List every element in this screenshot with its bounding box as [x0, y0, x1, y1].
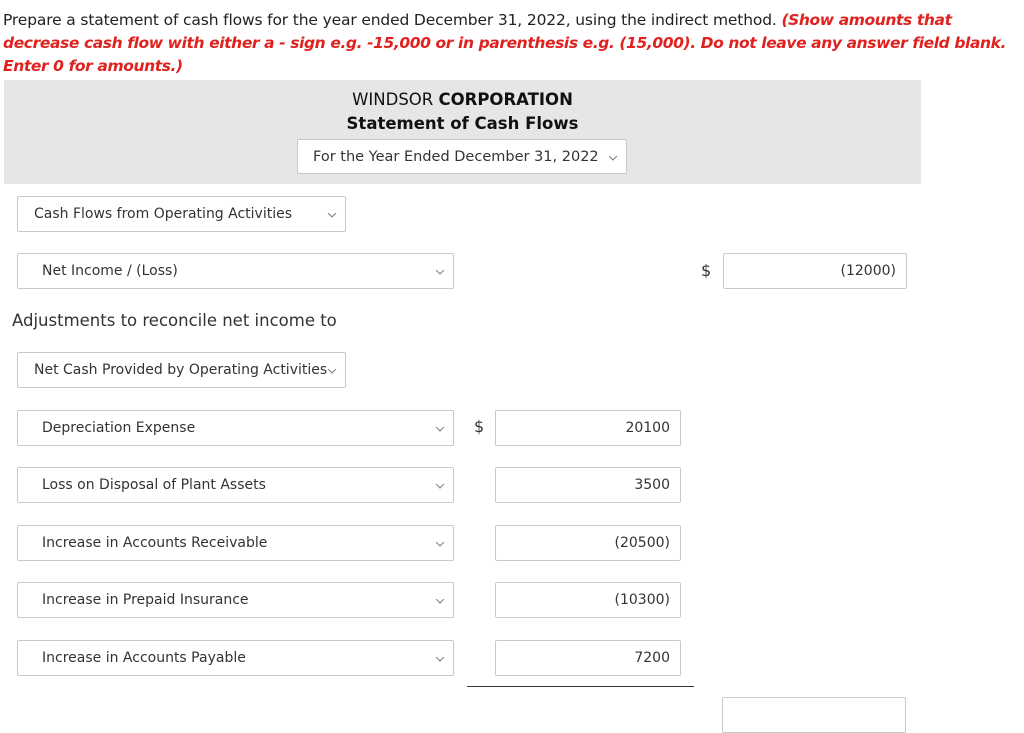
adjustment-label: Increase in Accounts Payable: [42, 650, 246, 666]
adjustment-amount-input[interactable]: 7200: [495, 640, 681, 676]
chevron-down-icon: [436, 538, 444, 546]
chevron-down-icon: [436, 480, 444, 488]
adjustment-select-accounts-receivable[interactable]: [17, 525, 454, 561]
adjustment-label: Increase in Prepaid Insurance: [42, 592, 249, 608]
dollar-sign: $: [701, 261, 712, 280]
net-cash-provided-select[interactable]: [17, 352, 346, 388]
subtotal-rule: [467, 686, 694, 687]
operating-activities-label: Cash Flows from Operating Activities: [34, 206, 293, 222]
adjustment-amount-input[interactable]: 20100: [495, 410, 681, 446]
adjustment-label: Increase in Accounts Receivable: [42, 535, 268, 551]
adjustment-select-depreciation[interactable]: [17, 410, 454, 446]
company-name-second: CORPORATION: [438, 90, 573, 109]
net-income-label: Net Income / (Loss): [42, 263, 178, 279]
chevron-down-icon: [328, 209, 336, 217]
chevron-down-icon: [328, 365, 336, 373]
period-select-label: For the Year Ended December 31, 2022: [313, 148, 599, 165]
adjustment-label: Loss on Disposal of Plant Assets: [42, 477, 266, 493]
chevron-down-icon: [436, 423, 444, 431]
adjustment-amount-input[interactable]: 3500: [495, 467, 681, 503]
dollar-sign: $: [474, 417, 485, 436]
chevron-down-icon: [436, 653, 444, 661]
total-adjustments-amount-input[interactable]: [722, 697, 906, 733]
instructions-emphasis: (Show amounts that decrease cash flow with either a - sign e.g. -15,000 or in parenthesis e.g. (15,000). Do not leave any answer field blank. Enter 0 for amounts.): [3, 11, 1007, 75]
net-income-amount-input[interactable]: (12000): [723, 253, 907, 289]
operating-activities-select[interactable]: [17, 196, 346, 232]
adjustment-select-accounts-payable[interactable]: [17, 640, 454, 676]
chevron-down-icon: [436, 266, 444, 274]
company-name: [4, 90, 921, 109]
instructions-plain: Prepare a statement of cash flows for the year ended December 31, 2022, using the indirect method.: [3, 11, 782, 29]
period-select[interactable]: [297, 139, 627, 174]
adjustment-select-loss-disposal[interactable]: [17, 467, 454, 503]
adjustment-amount-input[interactable]: (20500): [495, 525, 681, 561]
net-income-select[interactable]: [17, 253, 454, 289]
instructions-text: [3, 9, 1021, 78]
statement-title: Statement of Cash Flows: [346, 114, 579, 133]
adjustment-amount-input[interactable]: (10300): [495, 582, 681, 618]
net-cash-provided-label: Net Cash Provided by Operating Activities: [34, 362, 328, 378]
adjustments-heading: Adjustments to reconcile net income to: [12, 311, 337, 330]
company-name-first: WINDSOR: [352, 90, 434, 109]
adjustment-select-prepaid-insurance[interactable]: [17, 582, 454, 618]
chevron-down-icon: [609, 152, 617, 160]
chevron-down-icon: [436, 595, 444, 603]
adjustment-label: Depreciation Expense: [42, 420, 196, 436]
